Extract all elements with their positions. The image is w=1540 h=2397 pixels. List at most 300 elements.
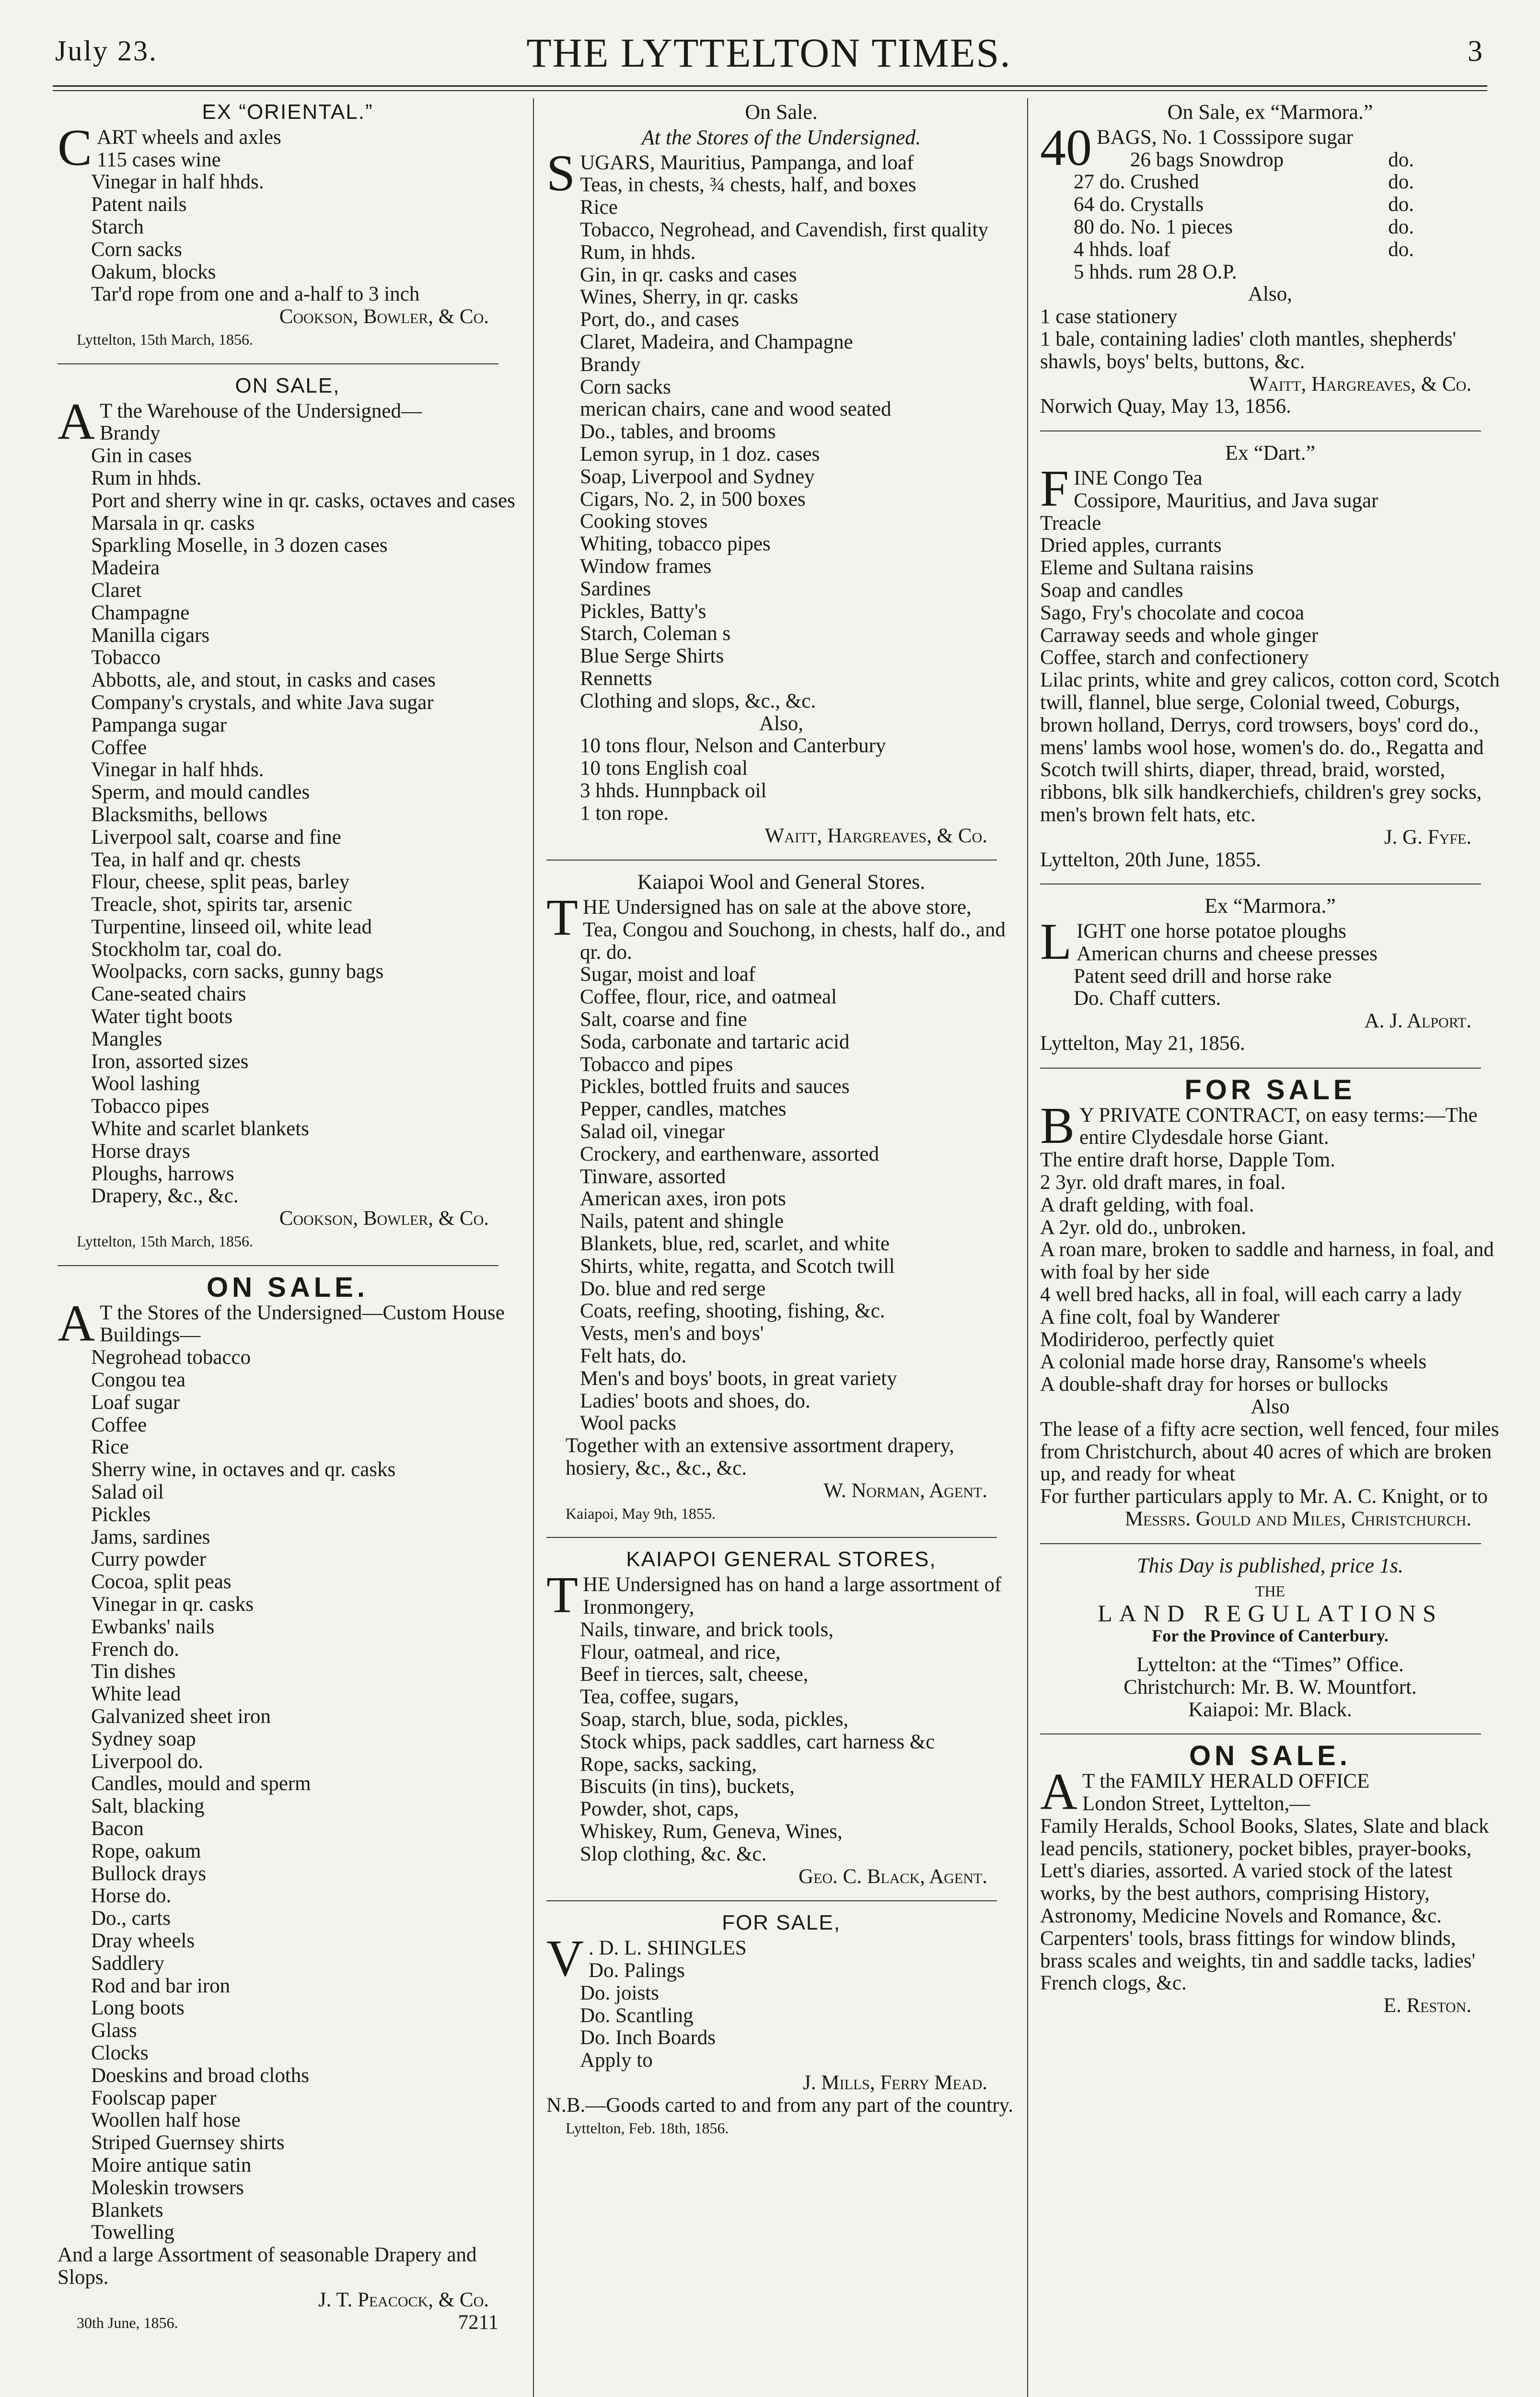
divider [546,1537,997,1538]
list-item: Do., carts [91,1907,171,1930]
list-item: Corn sacks [580,375,671,398]
list-item: Rice [91,1436,129,1459]
list-item: Whiskey, Rum, Geneva, Wines, [580,1820,843,1843]
list-item: Gin, in qr. casks and cases [580,263,797,286]
list-item: A 2yr. old do., unbroken. [1040,1216,1246,1239]
list-item: Clothing and slops, &c., &c. [580,689,816,712]
list-item: Negrohead tobacco [91,1346,251,1369]
list-item: Loaf sugar [91,1391,180,1414]
list-item: The entire draft horse, Dapple Tom. [1040,1149,1335,1172]
list-item: Beef in tierces, salt, cheese, [580,1663,809,1686]
ad-intro: HE Undersigned has on sale at the above store, [582,896,972,919]
ad-date: Lyttelton, 15th March, 1856. [77,1233,253,1250]
list-item: Madeira [91,557,160,580]
ad-signature: W. Norman, Agent. [823,1479,987,1502]
list-item: 1 ton rope. [580,802,669,825]
divider [546,860,997,861]
list-item: Long boots [91,1997,185,2020]
list-item: Bacon [91,1817,144,1840]
list-item: Modirideroo, perfectly quiet [1040,1328,1274,1351]
item-list [546,735,1016,825]
list-item: Liverpool salt, coarse and fine [91,826,341,849]
ad-signature: J. G. Fyfe. [1384,826,1471,849]
list-item: 2 3yr. old draft mares, in foal. [1040,1171,1286,1194]
drop-cap: L [1040,913,1072,971]
list-item: Tinware, assorted [580,1165,726,1188]
list-item: A colonial made horse dray, Ransome's wheels [1040,1350,1427,1373]
list-item: Sydney soap [91,1727,196,1750]
ad-marmora-ploughs [1040,895,1500,1055]
list-item: Drapery, &c., &c. [91,1185,239,1208]
list-item-cell: do. [1388,215,1414,238]
list-item: Flour, oatmeal, and rice, [580,1641,781,1664]
item-list [1040,1654,1500,1721]
ad-date: Norwich Quay, May 13, 1856. [1040,395,1291,418]
ad-outro: And a large Assortment of seasonable Drapery and Slops. [58,2244,477,2289]
list-item: Starch, Coleman s [580,622,731,645]
item-list [546,174,1016,712]
also-label: Also, [1248,283,1292,306]
ad-note: For further particulars apply to Mr. A. C. Knight, or to [1040,1485,1488,1508]
ad-intro: UGARS, Mauritius, Pampanga, and loaf [580,151,914,174]
list-item: A double-shaft dray for horses or bullocks [1040,1373,1389,1396]
ad-signature: Geo. C. Black, Agent. [799,1865,987,1888]
list-item: Slop clothing, &c. &c. [580,1842,767,1865]
ad-intro: T the Stores of the Undersigned—Custom House Buildings— [100,1301,505,1347]
item-list [546,1596,1016,1866]
ad-heading: FOR SALE [1184,1074,1356,1105]
list-item: Pickles [91,1503,151,1526]
list-item: Coats, reefing, shooting, fishing, &c. [580,1300,885,1323]
list-item: Tar'd rope from one and a-half to 3 inch [91,283,420,306]
list-item: 115 cases wine [97,148,221,171]
ad-date: Lyttelton, 20th June, 1855. [1040,848,1262,871]
ad-signature: J. Mills, Ferry Mead. [803,2071,987,2094]
list-item: Tea, Congou and Souchong, in chests, half do., and qr. do. [580,918,1006,964]
list-item: Flour, cheese, split peas, barley [91,871,350,894]
list-item: Company's crystals, and white Java sugar [91,691,434,714]
list-item: Do. Inch Boards [580,2026,716,2049]
ad-note: N.B.—Goods carted to and from any part of the country. [546,2094,1014,2117]
list-item: Pickles, Batty's [580,600,706,623]
list-item-cell: 4 hhds. loaf [1074,238,1170,261]
ad-date: Lyttelton, Feb. 18th, 1856. [566,2119,729,2137]
list-item-cell: 80 do. No. 1 pieces [1074,215,1233,238]
list-item: Blankets [91,2199,163,2222]
list-item: Nails, tinware, and brick tools, [580,1618,834,1641]
list-item: Mangles [91,1027,162,1050]
list-item: White lead [91,1683,181,1706]
list-item-cell: 26 bags Snowdrop [1130,148,1284,171]
list-item: 3 hhds. Hunnpback oil [580,779,767,802]
ad-heading: FOR SALE, [722,1911,841,1935]
ad-number: 7211 [458,2311,498,2334]
list-item: Ladies' boots and shoes, do. [580,1389,811,1412]
list-item: Glass [91,2019,137,2042]
list-item: Oakum, blocks [91,260,216,283]
ad-signature: Waitt, Hargreaves, & Co. [1249,372,1471,396]
list-item: Pampanga sugar [91,713,227,736]
list-item: Rod and bar iron [91,1974,231,1997]
list-item: Salad oil, vinegar [580,1120,725,1143]
list-item: Treacle, shot, spirits tar, arsenic [91,893,352,916]
list-item: Soap and candles [1040,579,1183,602]
list-item [1040,171,1500,194]
list-item: Sherry wine, in octaves and qr. casks [91,1458,396,1481]
list-item: Cooking stoves [580,510,708,533]
list-item: American axes, iron pots [580,1187,786,1210]
list-item: Blacksmiths, bellows [91,803,267,826]
list-item: Treacle [1040,512,1101,535]
drop-cap: V [546,1930,584,1988]
list-item: Saddlery [91,1952,164,1975]
list-item: Dray wheels [91,1929,195,1952]
list-item: Kaiapoi: Mr. Black. [1188,1698,1352,1721]
list-item: Biscuits (in tins), buckets, [580,1775,795,1798]
list-item: Marsala in qr. casks [91,512,255,535]
ad-intro: T the FAMILY HERALD OFFICE [1082,1770,1370,1793]
list-item: Claret, Madeira, and Champagne [580,330,853,353]
list-item: Doeskins and broad cloths [91,2064,310,2087]
list-item: Soda, carbonate and tartaric acid [580,1030,850,1053]
list-item: Sago, Fry's chocolate and cocoa [1040,601,1305,624]
list-item: Men's and boys' boots, in great variety [580,1367,897,1390]
list-item [1040,216,1500,239]
divider [58,1265,498,1266]
list-item: Ironmongery, [582,1596,695,1618]
divider [1040,1543,1481,1544]
list-item: 10 tons flour, Nelson and Canterbury [580,734,886,757]
list-item: Salt, coarse and fine [580,1008,747,1031]
list-item: 4 well bred hacks, all in foal, will each carry a lady [1040,1283,1462,1306]
list-item: Towelling [91,2221,174,2244]
ad-signature: E. Reston. [1383,1994,1471,2017]
list-item: Vinegar in half hhds. [91,171,264,194]
list-item: Wool lashing [91,1072,200,1095]
ad-date: Lyttelton, May 21, 1856. [1040,1032,1245,1055]
list-item-cell: 64 do. Crystalls [1074,193,1204,216]
ad-date: Kaiapoi, May 9th, 1855. [566,1504,716,1522]
list-item: Eleme and Sultana raisins [1040,557,1254,580]
list-item: Sardines [580,577,651,600]
list-item: Do., tables, and brooms [580,420,776,443]
ad-subheading: At the Stores of the Undersigned. [641,125,921,149]
list-item: Coffee [91,736,147,759]
item-list [1040,306,1500,373]
column-rule [1027,98,1028,2397]
list-item: Coffee, starch and confectionery [1040,646,1309,669]
ad-intro-2: London Street, Lyttelton,— [1082,1792,1310,1815]
list-item: Powder, shot, caps, [580,1798,739,1821]
list-item: Teas, in chests, ¾ chests, half, and boxes [580,174,916,197]
list-item-cell: do. [1388,193,1414,216]
list-item: Tobacco pipes [91,1095,209,1118]
list-item: Tin dishes [91,1660,176,1683]
column-3 [1040,98,1500,2397]
list-item: Ewbanks' nails [91,1615,215,1638]
list-item: Rope, sacks, sacking, [580,1753,757,1776]
list-item: Soap, Liverpool and Sydney [580,465,815,488]
ad-date: 30th June, 1856. [77,2314,178,2331]
list-item: Tobacco and pipes [580,1053,733,1076]
ad-line: THE [1255,1582,1285,1600]
ad-intro: HE Undersigned has on hand a large assortment of [582,1573,1002,1596]
divider [58,363,498,364]
ad-on-sale-stores [546,101,1016,847]
list-item: Port, do., and cases [580,308,739,331]
list-item: Tea, in half and qr. chests [91,848,301,871]
list-item: A draft gelding, with foal. [1040,1193,1254,1216]
ad-marmora-sugar [1040,101,1500,418]
also-label: Also, [759,712,803,735]
ad-heading: On Sale, ex “Marmora.” [1167,100,1373,124]
list-item: Soap, starch, blue, soda, pickles, [580,1708,849,1731]
list-item [1040,194,1500,216]
list-item: Rum in hhds. [91,466,202,489]
list-item: Dried apples, currants [1040,534,1222,557]
ad-heading: EX “ORIENTAL.” [202,100,373,124]
ad-outro: Together with an extensive assortment drapery, hosiery, &c., &c., &c. [566,1434,954,1480]
list-item: Turpentine, linseed oil, white lead [91,915,372,938]
list-item: Cane-seated chairs [91,983,246,1006]
list-item: 1 case stationery [1040,305,1178,328]
ad-date: Lyttelton, 15th March, 1856. [77,330,253,348]
item-list [1040,149,1500,261]
item-list [546,919,1016,1435]
list-item: Curry powder [91,1548,207,1571]
list-item: Nails, patent and shingle [580,1210,784,1233]
list-item: 10 tons English coal [580,757,748,780]
list-item: American churns and cheese presses [1076,942,1378,965]
drop-cap: T [546,1567,578,1624]
header-rule [53,85,1487,87]
list-item: Abbotts, ale, and stout, in casks and cases [91,669,436,692]
list-item: Blankets, blue, red, scarlet, and white [580,1233,890,1256]
ad-text: Carpenters' tools, brass fittings for window blinds, brass scales and weights, tin and saddle tacks, ladies' French clogs, &c. [1040,1927,1476,1995]
drop-cap: 40 [1040,119,1092,176]
ad-title: LAND REGULATIONS [1098,1600,1443,1627]
ad-warehouse [58,375,518,1253]
list-item: Congou tea [91,1369,186,1392]
list-item-cell: do. [1388,148,1414,171]
list-item: Brandy [100,422,161,445]
ad-text: The lease of a fifty acre section, well fenced, four miles from Christchurch, about 40 acres of which are broken up, and ready for wheat [1040,1418,1499,1486]
issue-date: July 23. [55,35,158,67]
ad-intro: INE Congo Tea [1074,466,1203,489]
column-2 [546,98,1016,2397]
list-item: Foolscap paper [91,2086,217,2109]
list-item: Salt, blacking [91,1795,205,1818]
list-item: Liverpool do. [91,1750,204,1773]
ad-signature: A. J. Alport. [1364,1010,1471,1033]
list-item: Lyttelton: at the “Times” Office. [1136,1653,1404,1676]
ad-dart [1040,442,1500,871]
list-item: Rum, in hhds. [580,241,696,264]
list-item: Shirts, white, regatta, and Scotch twill [580,1255,895,1278]
page-number: 3 [1468,35,1482,68]
list-item: Do. joists [580,1981,659,2004]
item-list [1040,490,1500,826]
list-item: Do. Scantling [580,2004,694,2027]
newspaper-title: THE LYTTELTON TIMES. [526,30,1011,76]
list-item: Lemon syrup, in 1 doz. cases [580,442,820,465]
list-item: Lilac prints, white and grey calicos, cotton cord, Scotch twill, flannel, blue serge, Colonial tweed, Coburgs, brown holland, Derrys, cord trowsers, boys' cord do., mens' lambs wool hose, women's do. do., Regatta and Scotch twill shirts, diaper, thread, braid, worsted, ribbons, blk silk handkerchiefs, children's grey socks, men's brown felt hats, etc. [1040,669,1500,826]
list-item: Patent nails [91,193,187,216]
list-item: Bullock drays [91,1862,207,1885]
list-item: Do. Chaff cutters. [1074,987,1221,1010]
also-label: Also [1251,1396,1290,1419]
list-item: Wines, Sherry, in qr. casks [580,286,799,309]
list-item: Manilla cigars [91,624,210,647]
ad-heading: ON SALE. [1189,1740,1351,1772]
list-item: Rennetts [580,667,652,690]
list-item: Apply to [580,2049,653,2072]
list-item: White and scarlet blankets [91,1117,309,1140]
item-list [546,1960,1016,2072]
drop-cap: A [58,393,95,450]
list-item: Do. blue and red serge [580,1277,766,1300]
list-item: Brandy [580,353,641,376]
drop-cap: F [1040,460,1069,517]
list-item: Claret [91,579,142,602]
list-item: Crockery, and earthenware, assorted [580,1142,880,1165]
list-item: Rice [580,196,618,219]
list-item: Vests, men's and boys' [580,1322,764,1345]
list-item-cell: do. [1388,171,1414,194]
list-item: Ploughs, harrows [91,1162,234,1185]
list-item: Sparkling Moselle, in 3 dozen cases [91,534,388,557]
list-item: Tobacco, Negrohead, and Cavendish, first quality [580,218,988,241]
header-rule-thin [53,90,1487,91]
list-item: Christchurch: Mr. B. W. Mountfort. [1123,1676,1417,1699]
list-item: Carraway seeds and whole ginger [1040,624,1319,647]
list-item: Do. Palings [589,1959,685,1982]
list-item: Wool packs [580,1412,676,1435]
list-item: Rope, oakum [91,1839,201,1862]
list-item: Cossipore, Mauritius, and Java sugar [1074,489,1378,512]
ad-intro: T the Warehouse of the Undersigned— [100,399,422,422]
drop-cap: C [58,119,93,176]
list-item: Vinegar in qr. casks [91,1593,254,1616]
ad-line: This Day is published, price 1s. [1136,1553,1404,1577]
list-item: Woollen half hose [91,2109,241,2132]
list-item: Pepper, candles, matches [580,1098,787,1121]
divider [546,1900,997,1901]
ad-heading: Ex “Dart.” [1225,441,1316,465]
list-item: Sugar, moist and loaf [580,963,756,986]
ad-intro: . D. L. SHINGLES [589,1937,747,1960]
list-item: Striped Guernsey shirts [91,2131,285,2154]
list-item: Galvanized sheet iron [91,1705,271,1728]
list-item: Candles, mould and sperm [91,1772,311,1795]
list-item: French do. [91,1638,179,1661]
item-list [1040,943,1500,1010]
ad-horses [1040,1074,1500,1531]
list-item [1040,239,1500,261]
list-item: Jams, sardines [91,1525,210,1548]
item-list [1040,1149,1500,1396]
list-item: Pickles, bottled fruits and sauces [580,1075,850,1098]
list-item: A roan mare, broken to saddle and harness, in foal, and with foal by her side [1040,1238,1494,1284]
divider [1040,1068,1481,1069]
list-item: Vinegar in half hhds. [91,758,264,781]
list-item: 1 bale, containing ladies' cloth mantles, shepherds' shawls, boys' belts, buttons, &c. [1040,327,1457,373]
list-item: Tobacco [91,646,161,669]
drop-cap: S [546,144,576,202]
list-item: Moleskin trowsers [91,2176,244,2199]
list-item: Clocks [91,2041,149,2064]
list-item-cell: 27 do. Crushed [1074,171,1199,194]
list-item: 5 hhds. rum 28 O.P. [1074,260,1237,283]
item-list [58,1347,518,2244]
ad-land-regulations [1040,1555,1500,1722]
list-item: Blue Serge Shirts [580,645,724,668]
ad-oriental [58,101,518,351]
list-item: Horse do. [91,1885,172,1908]
ad-signature: Cookson, Bowler, & Co. [279,305,489,328]
ad-signature: Cookson, Bowler, & Co. [279,1207,489,1230]
list-item: Woolpacks, corn sacks, gunny bags [91,960,384,983]
drop-cap: B [1040,1097,1075,1154]
ad-intro: ART wheels and axles [97,126,281,149]
list-item: Horse drays [91,1140,190,1163]
item-list [58,149,518,306]
ad-shingles [546,1912,1016,2139]
list-item: Water tight boots [91,1005,233,1028]
list-item: Tea, coffee, sugars, [580,1686,739,1709]
list-item: Cocoa, split peas [91,1571,232,1594]
list-item: Patent seed drill and horse rake [1074,965,1332,988]
list-item-cell: do. [1388,238,1414,261]
list-item: Coffee [91,1413,147,1436]
list-item: Moire antique satin [91,2153,252,2176]
ad-heading: Ex “Marmora.” [1204,894,1336,918]
ad-kaiapoi-general [546,1548,1016,1888]
list-item: Sperm, and mould candles [91,781,310,804]
list-item: Gin in cases [91,444,192,467]
list-item [1097,149,1500,172]
list-item: Stockholm tar, coal do. [91,938,282,961]
ad-text: Family Heralds, School Books, Slates, Slate and black lead pencils, stationery, pocket bibles, prayer-books, Lett's diaries, assorted. A varied stock of the latest works, by the best authors, comprising History, Astronomy, Medicine Novels and Romance, &c. [1040,1815,1489,1927]
list-item: Stock whips, pack saddles, cart harness &c [580,1730,935,1753]
ad-intro: IGHT one horse potatoe ploughs [1076,920,1346,943]
ad-heading: ON SALE, [235,373,340,397]
list-item: Corn sacks [91,238,182,261]
ad-intro: BAGS, No. 1 Cosssipore sugar [1097,126,1354,149]
ad-family-herald [1040,1740,1500,2017]
drop-cap: T [546,889,578,947]
ad-kaiapoi-wool [546,871,1016,1524]
list-item: Window frames [580,555,712,578]
ad-heading: ON SALE. [207,1271,369,1303]
masthead [55,29,1482,81]
ad-heading: On Sale. [745,100,818,124]
drop-cap: A [1040,1763,1077,1821]
list-item: Coffee, flour, rice, and oatmeal [580,986,837,1009]
list-item: Cigars, No. 2, in 500 boxes [580,488,806,511]
list-item: Salad oil [91,1481,164,1504]
ad-signature: Waitt, Hargreaves, & Co. [764,824,987,847]
item-list [58,422,518,1208]
ad-heading: Kaiapoi Wool and General Stores. [637,870,926,894]
list-item: Champagne [91,601,190,624]
list-item: Whiting, tobacco pipes [580,533,771,556]
list-item: Port and sherry wine in qr. casks, octaves and cases [91,489,515,512]
ad-custom-house [58,1271,518,2334]
ad-subtitle: For the Province of Canterbury. [1152,1626,1389,1646]
list-item: Felt hats, do. [580,1345,687,1368]
list-item: merican chairs, cane and wood seated [580,398,892,421]
